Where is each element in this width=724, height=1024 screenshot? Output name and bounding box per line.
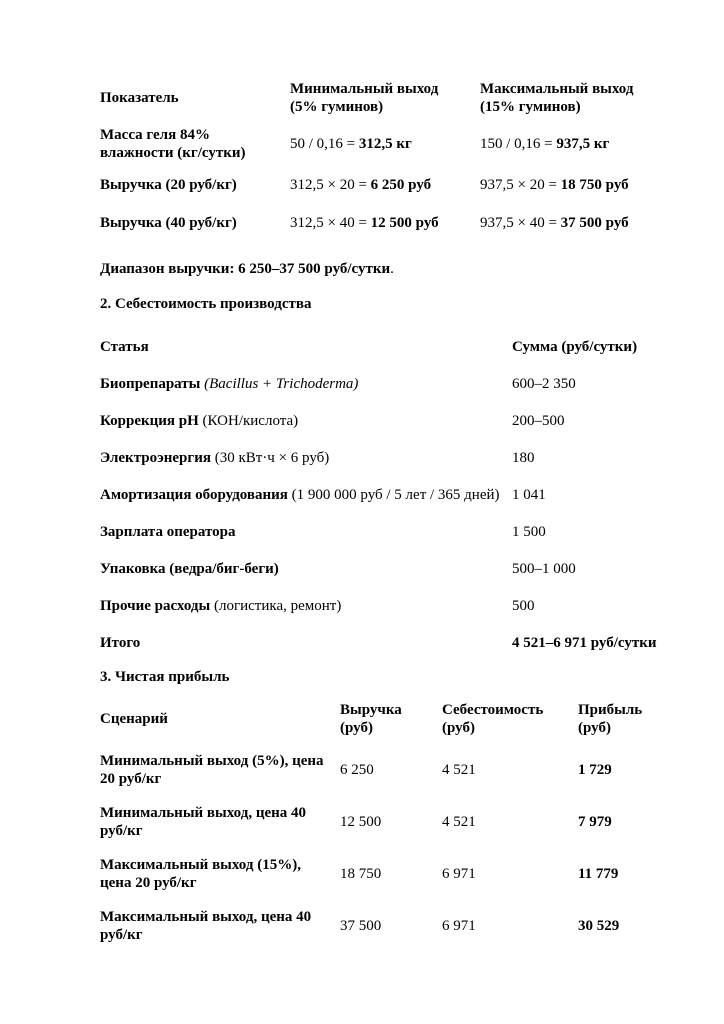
cost-label <box>100 560 512 578</box>
cost-value: 1 041 <box>512 487 546 503</box>
scenario-label-line: 20 руб/кг <box>100 771 162 787</box>
cost-value: 600–2 350 <box>512 376 576 392</box>
row-label: Выручка (40 руб/кг) <box>100 215 237 231</box>
result-text: 12 500 руб <box>370 215 439 231</box>
row-label-line: влажности (кг/сутки) <box>100 145 246 161</box>
profit-row-min-yield-20 <box>100 752 656 788</box>
cost-label-note: (1 900 000 руб / 5 лет / 365 дней) <box>287 487 500 503</box>
row-label <box>100 126 290 162</box>
cost-label <box>100 523 512 541</box>
cost-value: 4 521 <box>442 814 476 830</box>
cost-value: 4 521 <box>442 762 476 778</box>
profit-value: 7 979 <box>578 814 612 830</box>
cost-label-bold: Упаковка (ведра/биг-беги) <box>100 561 279 577</box>
cost-label-bold: Зарплата оператора <box>100 524 236 540</box>
yield-table-header-row <box>100 80 656 116</box>
cost-label-bold: Коррекция pH <box>100 413 199 429</box>
header-line: (руб) <box>442 720 475 736</box>
header-line: Себестоимость <box>442 702 544 718</box>
revenue-value: 12 500 <box>340 814 382 830</box>
cost-label <box>100 597 512 615</box>
cost-value: 500–1 000 <box>512 561 576 577</box>
section-3-heading: 3. Чистая прибыль <box>100 669 230 685</box>
cost-label-latin-italic: (Bacillus + Trichoderma) <box>200 376 359 392</box>
cost-label <box>100 634 512 652</box>
table1-header-min-yield <box>290 80 480 116</box>
cost-label <box>100 375 512 393</box>
header-line: Прибыль <box>578 702 643 718</box>
scenario-label-line: руб/кг <box>100 927 143 943</box>
table-row-revenue-40 <box>100 214 656 232</box>
scenario-label-line: руб/кг <box>100 823 143 839</box>
result-text: 937,5 кг <box>556 136 610 152</box>
max-value-cell <box>480 176 656 194</box>
cost-row-other-expenses <box>100 597 656 615</box>
max-value-cell <box>480 214 656 232</box>
profit-row-min-yield-40 <box>100 804 656 840</box>
header-line: (15% гуминов) <box>480 99 581 115</box>
cost-header-sum: Сумма (руб/сутки) <box>512 339 638 355</box>
cost-label-bold: Амортизация оборудования <box>100 487 288 503</box>
cost-label-bold: Итого <box>100 635 141 651</box>
scenario-label-line: Минимальный выход (5%), цена <box>100 753 324 769</box>
formula-text: 312,5 × 40 = <box>290 215 371 231</box>
cost-label-note: (30 кВт·ч × 6 руб) <box>210 450 330 466</box>
min-value-cell <box>290 135 480 153</box>
cost-label-note: (КОН/кислота) <box>198 413 299 429</box>
cost-label <box>100 449 512 467</box>
scenario-label-line: цена 20 руб/кг <box>100 875 197 891</box>
formula-text: 937,5 × 40 = <box>480 215 561 231</box>
section-2-heading: 2. Себестоимость производства <box>100 296 312 312</box>
revenue-value: 6 250 <box>340 762 374 778</box>
revenue-value: 18 750 <box>340 866 382 882</box>
cost-row-operator-salary <box>100 523 656 541</box>
row-label-line: Масса геля 84% <box>100 127 210 143</box>
min-value-cell <box>290 214 480 232</box>
cost-value: 1 500 <box>512 524 546 540</box>
profit-value: 11 779 <box>578 866 619 882</box>
profit-header-scenario: Сценарий <box>100 711 168 727</box>
profit-header-profit <box>578 701 656 737</box>
cost-table-header-row <box>100 338 656 356</box>
profit-row-max-yield-40 <box>100 908 656 944</box>
cost-value: 500 <box>512 598 535 614</box>
header-line: (руб) <box>340 720 373 736</box>
cost-label-note: (логистика, ремонт) <box>210 598 342 614</box>
cost-row-ph-correction <box>100 412 656 430</box>
cost-label-bold: Электроэнергия <box>100 450 211 466</box>
scenario-label-line: Максимальный выход, цена 40 <box>100 909 312 925</box>
table-row-gel-mass <box>100 126 656 162</box>
cost-label <box>100 412 512 430</box>
result-text: 312,5 кг <box>358 136 412 152</box>
min-value-cell <box>290 176 480 194</box>
period-text: . <box>390 261 394 277</box>
result-text: 18 750 руб <box>560 177 629 193</box>
formula-text: 150 / 0,16 = <box>480 136 557 152</box>
profit-table-header-row <box>100 701 656 737</box>
result-text: 37 500 руб <box>560 215 629 231</box>
cost-label-bold: Прочие расходы <box>100 598 211 614</box>
max-value-cell <box>480 135 656 153</box>
scenario-label <box>100 804 340 840</box>
profit-value: 1 729 <box>578 762 612 778</box>
table-row-revenue-20 <box>100 176 656 194</box>
header-line: (5% гуминов) <box>290 99 384 115</box>
cost-total-value: 4 521–6 971 руб/сутки <box>512 635 657 651</box>
profit-value: 30 529 <box>578 918 620 934</box>
result-text: 6 250 руб <box>370 177 432 193</box>
cost-label-bold: Биопрепараты <box>100 376 201 392</box>
formula-text: 937,5 × 20 = <box>480 177 561 193</box>
revenue-range-text: Диапазон выручки: 6 250–37 500 руб/сутки <box>100 261 391 277</box>
profit-row-max-yield-20 <box>100 856 656 892</box>
formula-text: 50 / 0,16 = <box>290 136 359 152</box>
header-line: Минимальный выход <box>290 81 439 97</box>
cost-row-electricity <box>100 449 656 467</box>
cost-row-total <box>100 634 656 652</box>
cost-header-item: Статья <box>100 339 149 355</box>
cost-row-depreciation <box>100 486 656 504</box>
scenario-label-line: Максимальный выход (15%), <box>100 857 301 873</box>
cost-label <box>100 486 512 504</box>
profit-header-revenue <box>340 701 442 737</box>
revenue-value: 37 500 <box>340 918 382 934</box>
profit-header-cost <box>442 701 578 737</box>
scenario-label <box>100 752 340 788</box>
cost-row-packaging <box>100 560 656 578</box>
table1-header-indicator: Показатель <box>100 90 179 106</box>
header-line: (руб) <box>578 720 611 736</box>
header-line: Максимальный выход <box>480 81 634 97</box>
header-line: Выручка <box>340 702 402 718</box>
cost-row-biopreparations <box>100 375 656 393</box>
revenue-range-line <box>100 260 656 278</box>
formula-text: 312,5 × 20 = <box>290 177 371 193</box>
table1-header-max-yield <box>480 80 656 116</box>
scenario-label <box>100 856 340 892</box>
cost-value: 180 <box>512 450 535 466</box>
row-label: Выручка (20 руб/кг) <box>100 177 237 193</box>
cost-value: 6 971 <box>442 918 476 934</box>
cost-value: 200–500 <box>512 413 565 429</box>
scenario-label <box>100 908 340 944</box>
cost-value: 6 971 <box>442 866 476 882</box>
scenario-label-line: Минимальный выход, цена 40 <box>100 805 307 821</box>
